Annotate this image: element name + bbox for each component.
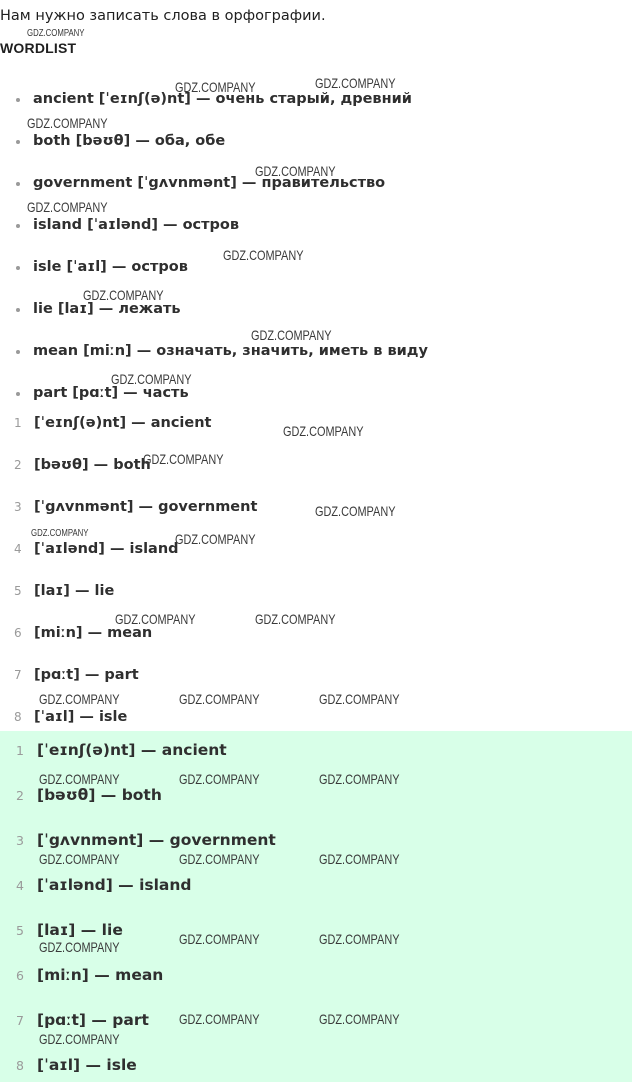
intro-text: Нам нужно записать слова в орфографии. xyxy=(0,8,326,24)
watermark: GDZ.COMPANY xyxy=(315,503,396,519)
item-text: [ˈaɪlənd] — island xyxy=(37,876,192,894)
bullet-item: both [bəʊθ] — оба, обе xyxy=(0,120,428,162)
watermark: GDZ.COMPANY xyxy=(319,931,400,947)
item-text: [pɑːt] — part xyxy=(37,1011,149,1029)
item-number: 7 xyxy=(16,1013,24,1028)
bullet-item: isle [ˈaɪl] — остров xyxy=(0,246,428,288)
item-text: [ˈeɪnʃ(ə)nt] — ancient xyxy=(37,741,227,759)
watermark: GDZ.COMPANY xyxy=(175,531,256,547)
item-text: [ˈaɪl] — isle xyxy=(34,709,128,725)
watermark: GDZ.COMPANY xyxy=(143,451,224,467)
item-number: 1 xyxy=(16,743,24,758)
watermark: GDZ.COMPANY xyxy=(175,79,256,95)
watermark: GDZ.COMPANY xyxy=(83,287,164,303)
bullet-item: island [ˈaɪlənd] — остров xyxy=(0,204,428,246)
item-number: 8 xyxy=(16,1058,24,1073)
item-number: 4 xyxy=(14,542,22,556)
bullet-item: part [pɑːt] — часть xyxy=(0,372,428,414)
item-text: [ˈgʌvnmənt] — government xyxy=(37,831,276,849)
item-number: 5 xyxy=(16,923,24,938)
watermark: GDZ.COMPANY xyxy=(319,851,400,867)
watermark: GDZ.COMPANY xyxy=(255,611,336,627)
watermark: GDZ.COMPANY xyxy=(39,939,120,955)
watermark: GDZ.COMPANY xyxy=(115,611,196,627)
watermark: GDZ.COMPANY xyxy=(179,851,260,867)
watermark: GDZ.COMPANY xyxy=(179,691,260,707)
item-text: [ˈeɪnʃ(ə)nt] — ancient xyxy=(34,415,212,431)
bullet-item: ancient [ˈeɪnʃ(ə)nt] — очень старый, древний xyxy=(0,78,428,120)
watermark: GDZ.COMPANY xyxy=(31,528,89,539)
watermark: GDZ.COMPANY xyxy=(39,691,120,707)
item-text: [ˈaɪl] — isle xyxy=(37,1056,137,1074)
item-number: 3 xyxy=(14,500,22,514)
item-text: [bəʊθ] — both xyxy=(34,457,151,473)
item-number: 1 xyxy=(14,416,22,430)
watermark: GDZ.COMPANY xyxy=(27,199,108,215)
watermark: GDZ.COMPANY xyxy=(319,771,400,787)
watermark: GDZ.COMPANY xyxy=(111,371,192,387)
item-text: [miːn] — mean xyxy=(34,625,153,641)
bullet-item: government [ˈgʌvnmənt] — правительство xyxy=(0,162,428,204)
item-number: 2 xyxy=(14,458,22,472)
item-text: [ˈgʌvnmənt] — government xyxy=(34,499,258,515)
item-text: [laɪ] — lie xyxy=(34,583,115,599)
watermark: GDZ.COMPANY xyxy=(179,931,260,947)
wordlist-heading: WORDLIST xyxy=(0,40,77,56)
item-number: 3 xyxy=(16,833,24,848)
item-number: 2 xyxy=(16,788,24,803)
bullet-item: mean [miːn] — означать, значить, иметь в виду xyxy=(0,330,428,372)
watermark: GDZ.COMPANY xyxy=(223,247,304,263)
watermark: GDZ.COMPANY xyxy=(315,75,396,91)
item-number: 6 xyxy=(16,968,24,983)
item-number: 7 xyxy=(14,668,22,682)
bullet-item: lie [laɪ] — лежать xyxy=(0,288,428,330)
item-text: [miːn] — mean xyxy=(37,966,164,984)
watermark: GDZ.COMPANY xyxy=(39,1031,120,1047)
watermark: GDZ.COMPANY xyxy=(27,28,85,39)
item-number: 6 xyxy=(14,626,22,640)
item-text: [pɑːt] — part xyxy=(34,667,139,683)
watermark: GDZ.COMPANY xyxy=(39,771,120,787)
watermark: GDZ.COMPANY xyxy=(39,851,120,867)
watermark: GDZ.COMPANY xyxy=(179,1011,260,1027)
item-number: 4 xyxy=(16,878,24,893)
watermark: GDZ.COMPANY xyxy=(319,1011,400,1027)
item-text: [bəʊθ] — both xyxy=(37,786,162,804)
watermark: GDZ.COMPANY xyxy=(319,691,400,707)
watermark: GDZ.COMPANY xyxy=(255,163,336,179)
watermark: GDZ.COMPANY xyxy=(283,423,364,439)
watermark: GDZ.COMPANY xyxy=(27,115,108,131)
item-text: [laɪ] — lie xyxy=(37,921,123,939)
watermark: GDZ.COMPANY xyxy=(179,771,260,787)
item-number: 5 xyxy=(14,584,22,598)
watermark: GDZ.COMPANY xyxy=(251,327,332,343)
item-number: 8 xyxy=(14,710,22,724)
item-text: [ˈaɪlənd] — island xyxy=(34,541,179,557)
